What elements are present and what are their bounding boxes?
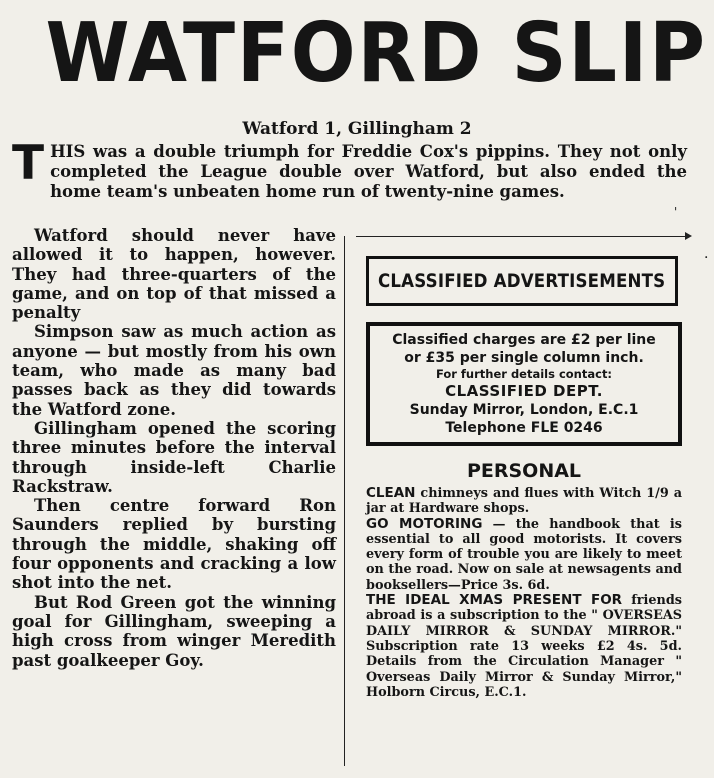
classified-heading-box — [366, 256, 678, 306]
ad-lead: CLEAN — [366, 485, 416, 501]
headline: WATFORD SLIP — [45, 6, 707, 101]
personal-ad — [366, 486, 682, 517]
personal-ad — [366, 517, 682, 593]
ad-lead: GO MOTORING — [366, 515, 483, 532]
ad-text: friends abroad is a subscription to the " OVERSEAS DAILY MIRROR & SUNDAY MIRROR." Subscription rate 13 weeks £2 4s. 5d. Details from the Circulation Manager " Overseas Daily Mirror & Sunday Mirror," Holborn Circus, E.C.1. — [366, 593, 682, 700]
article-paragraph: Gillingham opened the scoring three minutes before the interval through inside-left Charlie Rackstraw. — [12, 418, 336, 496]
charges-line: Classified charges are £2 per line — [392, 332, 656, 348]
article-paragraph: But Rod Green got the winning goal for Gillingham, sweeping a high cross from winger Meredith past goalkeeper Goy. — [12, 592, 336, 670]
ad-lead: THE IDEAL XMAS PRESENT FOR — [366, 592, 623, 609]
scoreline: Watford 1, Gillingham 2 — [242, 119, 472, 139]
classified-address: Sunday Mirror, London, E.C.1 — [409, 402, 639, 418]
personal-ad — [366, 593, 682, 700]
section-rule — [356, 236, 686, 237]
classified-heading: CLASSIFIED ADVERTISEMENTS — [378, 270, 666, 292]
classified-telephone: Telephone FLE 0246 — [445, 420, 603, 436]
drop-cap: T — [12, 136, 45, 191]
personal-heading: PERSONAL — [466, 460, 582, 482]
intro-paragraph — [12, 136, 687, 202]
article-column — [12, 226, 336, 670]
ad-text: — the handbook that is essential to all good motorists. It covers every form of trouble you are likely to meet on the road. Now on sale at newsagents and booksellers—Price 3s. 6d. — [366, 516, 682, 593]
contact-note: For further details contact: — [435, 367, 613, 381]
article-paragraph: Simpson saw as much action as anyone — but mostly from his own team, who made as many bad passes back as they did towards the Watford zone. — [12, 322, 336, 419]
edge-mark: · — [704, 250, 709, 266]
article-paragraph: Then centre forward Ron Saunders replied by bursting through the middle, shaking off four opponents and cracking a low shot into the net. — [12, 496, 336, 593]
classified-charges-box — [366, 322, 682, 446]
column-divider — [344, 236, 345, 766]
intro-text: HIS was a double triumph for Freddie Cox's pippins. They not only completed the League double over Watford, but also ended the home team's unbeaten home run of twenty-nine games. — [50, 142, 687, 201]
personal-ads — [366, 486, 682, 700]
ad-text: chimneys and flues with Witch 1/9 a jar at Hardware shops. — [366, 486, 682, 517]
charges-line: or £35 per single column inch. — [404, 350, 644, 366]
classified-dept: CLASSIFIED DEPT. — [445, 382, 603, 400]
print-mark: ' — [674, 205, 678, 219]
article-paragraph: Watford should never have allowed it to happen, however. They had three-quarters of the game, and on top of that missed a penalty — [12, 226, 336, 323]
